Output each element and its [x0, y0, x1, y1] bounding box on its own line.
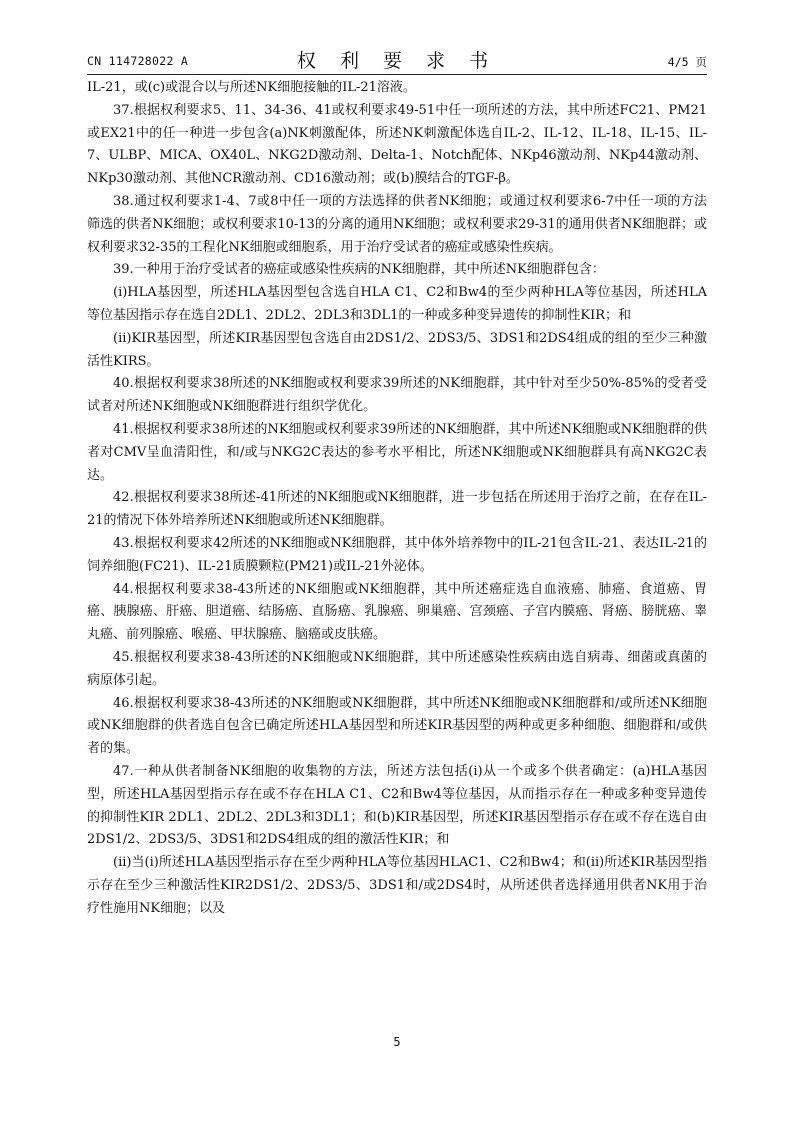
claim-paragraph: IL-21，或(c)或混合以与所述NK细胞接触的IL-21溶液。: [87, 80, 416, 95]
claim-paragraph: 44.根据权利要求38-43所述的NK细胞或NK细胞群，其中所述癌症选自血液癌、肺癌、食道癌、胃癌、胰腺癌、肝癌、胆道癌、结肠癌、直肠癌、乳腺癌、卵巢癌、宫颈癌、子宫内膜癌、肾癌、膀胱癌、睾丸癌、前列腺癌、喉癌、甲状腺癌、脑癌或皮肤癌。: [87, 581, 707, 643]
claim-paragraph: (ii)KIR基因型，所述KIR基因型包含选自由2DS1/2、2DS3/5、3DS1和2DS4组成的组的至少三种激活性KIRS。: [87, 330, 707, 369]
claim-paragraph: 37.根据权利要求5、11、34-36、41或权利要求49-51中任一项所述的方法，其中所述FC21、PM21或EX21中的任一种进一步包含(a)NK刺激配体，所述NK刺激配体选自IL-2、IL-12、IL-18、IL-15、IL-7、ULBP、MICA、OX40L、NKG2D激动剂、Delta-1、Notch配体、NKp46激动剂、NKp44激动剂、NKp30激动剂、其他NCR激动剂、CD16激动剂；或(b)膜结合的TGF-β。: [87, 102, 707, 187]
page-header: [87, 44, 707, 74]
claim-paragraph: 42.根据权利要求38所述-41所述的NK细胞或NK细胞群，进一步包括在所述用于治疗之前，在存在IL-21的情况下体外培养所述NK细胞或所述NK细胞群。: [87, 490, 707, 529]
claim-paragraph: 38.通过权利要求1-4、7或8中任一项的方法选择的供者NK细胞；或通过权利要求6-7中任一项的方法筛选的供者NK细胞；或权利要求10-13的分离的通用NK细胞；或权利要求29-31的通用供者NK细胞群；或权利要求32-35的工程化NK细胞或细胞系，用于治疗受试者的癌症或感染性疾病。: [87, 193, 707, 255]
claim-paragraph: (i)HLA基因型，所述HLA基因型包含选自HLA C1、C2和Bw4的至少两种HLA等位基因，所述HLA等位基因指示存在选自2DL1、2DL2、2DL3和3DL1的一种或多种变异遗传的抑制性KIR；和: [87, 285, 707, 323]
claim-paragraph: 47.一种从供者制备NK细胞的收集物的方法，所述方法包括(i)从一个或多个供者确定：(a)HLA基因型，所述HLA基因型指示存在或不存在HLA C1、C2和Bw4等位基因，从而指示存在一种或多种变异遗传的抑制性KIR 2DL1、2DL2、2DL3和3DL1；和(b)KIR基因型，所述KIR基因型指示存在或不存在选自由2DS1/2、2DS3/5、3DS1和2DS4组成的组的激活性KIR；和: [87, 763, 707, 848]
claim-paragraph: 41.根据权利要求38所述的NK细胞或权利要求39所述的NK细胞群，其中所述NK细胞或NK细胞群的供者对CMV呈血清阳性，和/或与NKG2C表达的参考水平相比，所述NK细胞或NK细胞群具有高NKG2C表达。: [87, 421, 707, 483]
document-title: 权 利 要 求 书: [296, 50, 498, 72]
claim-paragraph: 45.根据权利要求38-43所述的NK细胞或NK细胞群，其中所述感染性疾病由选自病毒、细菌或真菌的病原体引起。: [87, 649, 707, 688]
claim-paragraph: 39.一种用于治疗受试者的癌症或感染性疾病的NK细胞群，其中所述NK细胞群包含：: [113, 262, 605, 278]
claim-paragraph: 43.根据权利要求42所述的NK细胞或NK细胞群，其中体外培养物中的IL-21包含IL-21、表达IL-21的饲养细胞(FC21)、IL-21质膜颗粒(PM21)或IL-21外泌体。: [87, 535, 707, 574]
header-rule: [87, 74, 707, 75]
page-indicator: 4/5 页: [667, 55, 707, 69]
claim-paragraph: 40.根据权利要求38所述的NK细胞或权利要求39所述的NK细胞群，其中针对至少50%-85%的受者受试者对所述NK细胞或NK细胞群进行组织学优化。: [87, 376, 707, 415]
claim-paragraph: (ii)当(i)所述HLA基因型指示存在至少两种HLA等位基因HLAC1、C2和Bw4；和(ii)所述KIR基因型指示存在至少三种激活性KIR2DS1/2、2DS3/5、3DS1和/或2DS4时，从所述供者选择通用供者NK用于治疗性施用NK细胞；以及: [87, 855, 707, 916]
publication-number: CN 114728022 A: [87, 54, 189, 68]
claims-body: [87, 77, 707, 920]
page-number: 5: [393, 1035, 401, 1049]
claim-paragraph: 46.根据权利要求38-43所述的NK细胞或NK细胞群，其中所述NK细胞或NK细胞群和/或所述NK细胞或NK细胞群的供者选自包含已确定所述HLA基因型和所述KIR基因型的两种或更多种细胞、细胞群和/或供者的集。: [87, 695, 707, 757]
